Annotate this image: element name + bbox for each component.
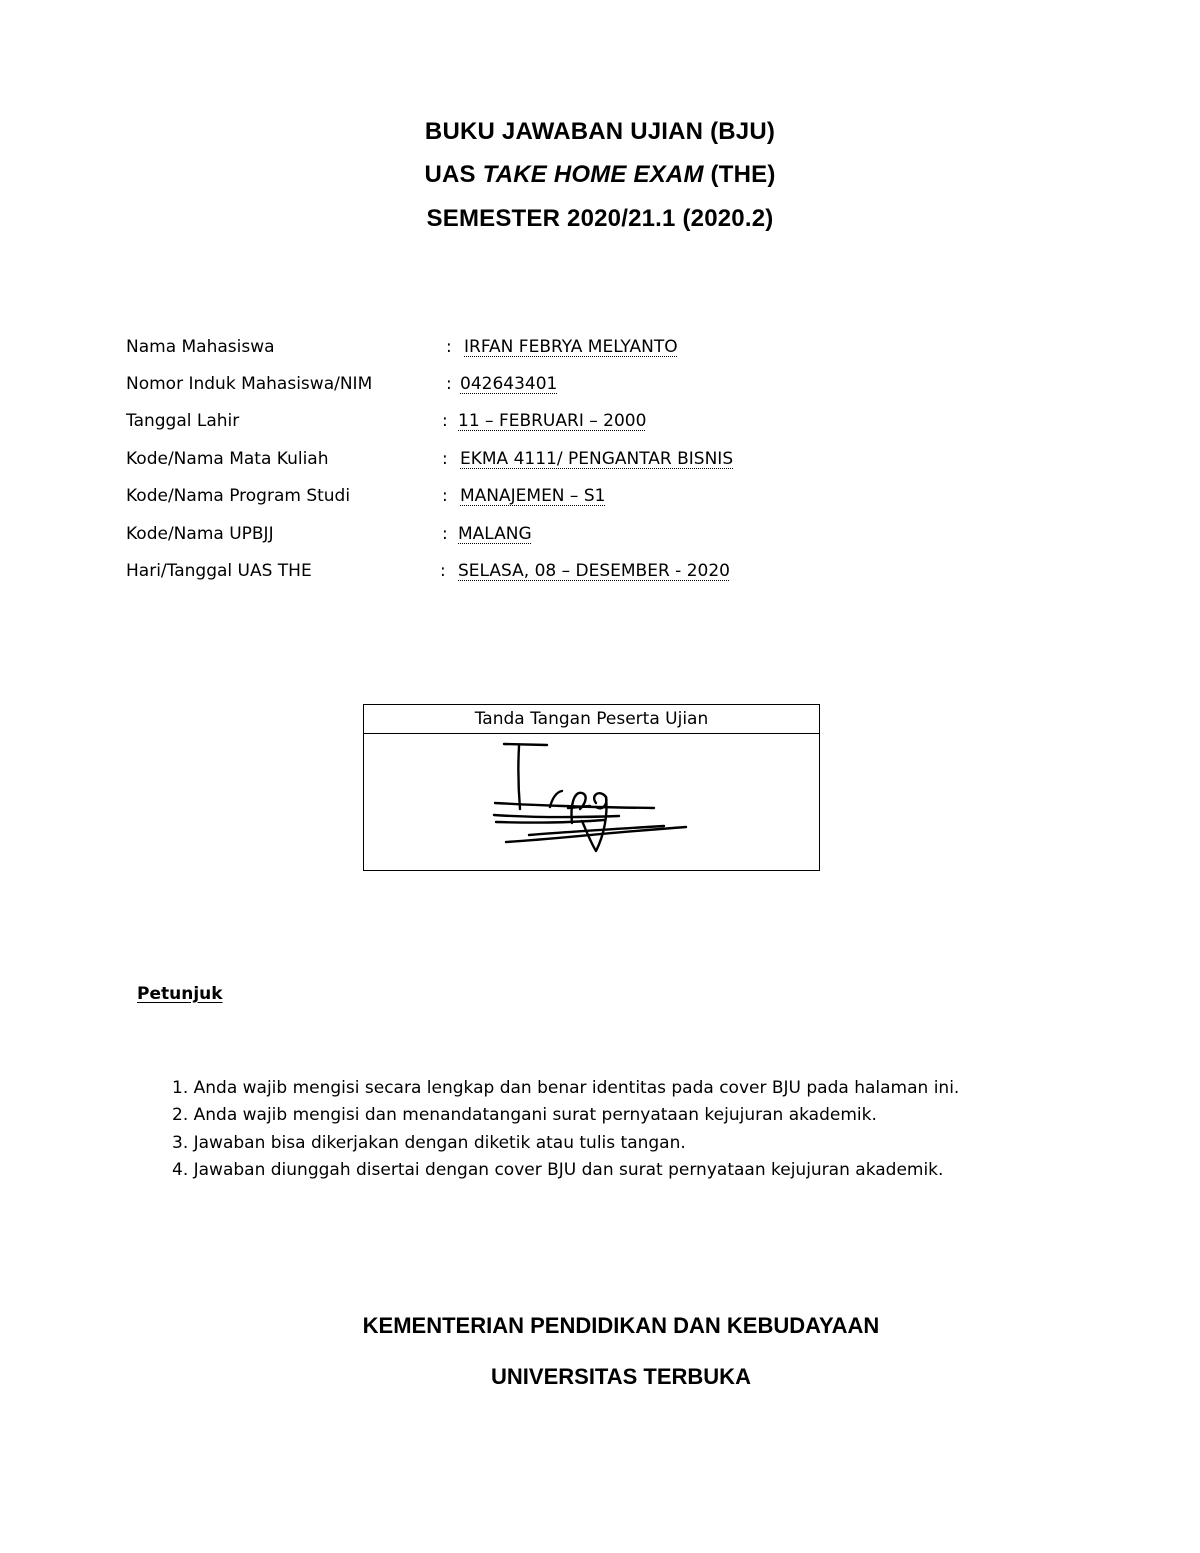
instruction-item: 2. Anda wajib mengisi dan menandatangani surat pernyataan kejujuran akademik. <box>172 1105 877 1125</box>
header-subtitle <box>0 161 1200 189</box>
footer-ministry: KEMENTERIAN PENDIDIKAN DAN KEBUDAYAAN <box>362 1313 880 1338</box>
instruction-item: 1. Anda wajib mengisi secara lengkap dan benar identitas pada cover BJU pada halaman ini. <box>172 1078 960 1098</box>
header-subtitle-suffix: (THE) <box>703 161 776 188</box>
identity-colon: : <box>442 486 448 506</box>
identity-value: 042643401 <box>460 374 558 394</box>
identity-colon: : <box>446 337 452 357</box>
identity-value: MALANG <box>458 524 532 544</box>
identity-row-tanggal-uas <box>126 558 926 584</box>
header-subtitle-prefix: UAS <box>424 161 483 188</box>
header-semester: SEMESTER 2020/21.1 (2020.2) <box>426 205 774 232</box>
header-title: BUKU JAWABAN UJIAN (BJU) <box>424 118 776 145</box>
signature-image <box>364 705 821 872</box>
identity-value: IRFAN FEBRYA MELYANTO <box>464 337 678 357</box>
identity-label: Kode/Nama Mata Kuliah <box>126 449 329 469</box>
identity-colon: : <box>442 524 448 544</box>
identity-colon: : <box>440 561 446 581</box>
identity-row-mata-kuliah <box>126 446 926 472</box>
identity-value: EKMA 4111/ PENGANTAR BISNIS <box>460 449 734 469</box>
instructions-heading: Petunjuk <box>137 984 223 1004</box>
identity-colon: : <box>442 449 448 469</box>
identity-colon: : <box>446 374 452 394</box>
signature-heading: Tanda Tangan Peserta Ujian <box>364 705 819 734</box>
identity-value: 11 – FEBRUARI – 2000 <box>458 411 647 431</box>
footer-university: UNIVERSITAS TERBUKA <box>491 1364 751 1389</box>
identity-row-nama <box>126 334 926 360</box>
identity-row-nim <box>126 371 926 397</box>
identity-row-program-studi <box>126 483 926 509</box>
identity-colon: : <box>442 411 448 431</box>
identity-row-upbjj <box>126 521 926 547</box>
instruction-item: 4. Jawaban diunggah disertai dengan cover BJU dan surat pernyataan kejujuran akademik. <box>172 1160 944 1180</box>
identity-label: Hari/Tanggal UAS THE <box>126 561 312 581</box>
identity-label: Nama Mahasiswa <box>126 337 275 357</box>
identity-label: Kode/Nama UPBJJ <box>126 524 274 544</box>
identity-row-tanggal-lahir <box>126 408 926 434</box>
identity-value: MANAJEMEN – S1 <box>460 486 606 506</box>
identity-label: Tanggal Lahir <box>126 411 240 431</box>
identity-value: SELASA, 08 – DESEMBER - 2020 <box>458 561 730 581</box>
identity-label: Kode/Nama Program Studi <box>126 486 351 506</box>
instruction-item: 3. Jawaban bisa dikerjakan dengan diketik atau tulis tangan. <box>172 1133 686 1153</box>
signature-box <box>363 704 820 871</box>
identity-label: Nomor Induk Mahasiswa/NIM <box>126 374 373 394</box>
header-subtitle-italic: TAKE HOME EXAM <box>482 161 704 188</box>
